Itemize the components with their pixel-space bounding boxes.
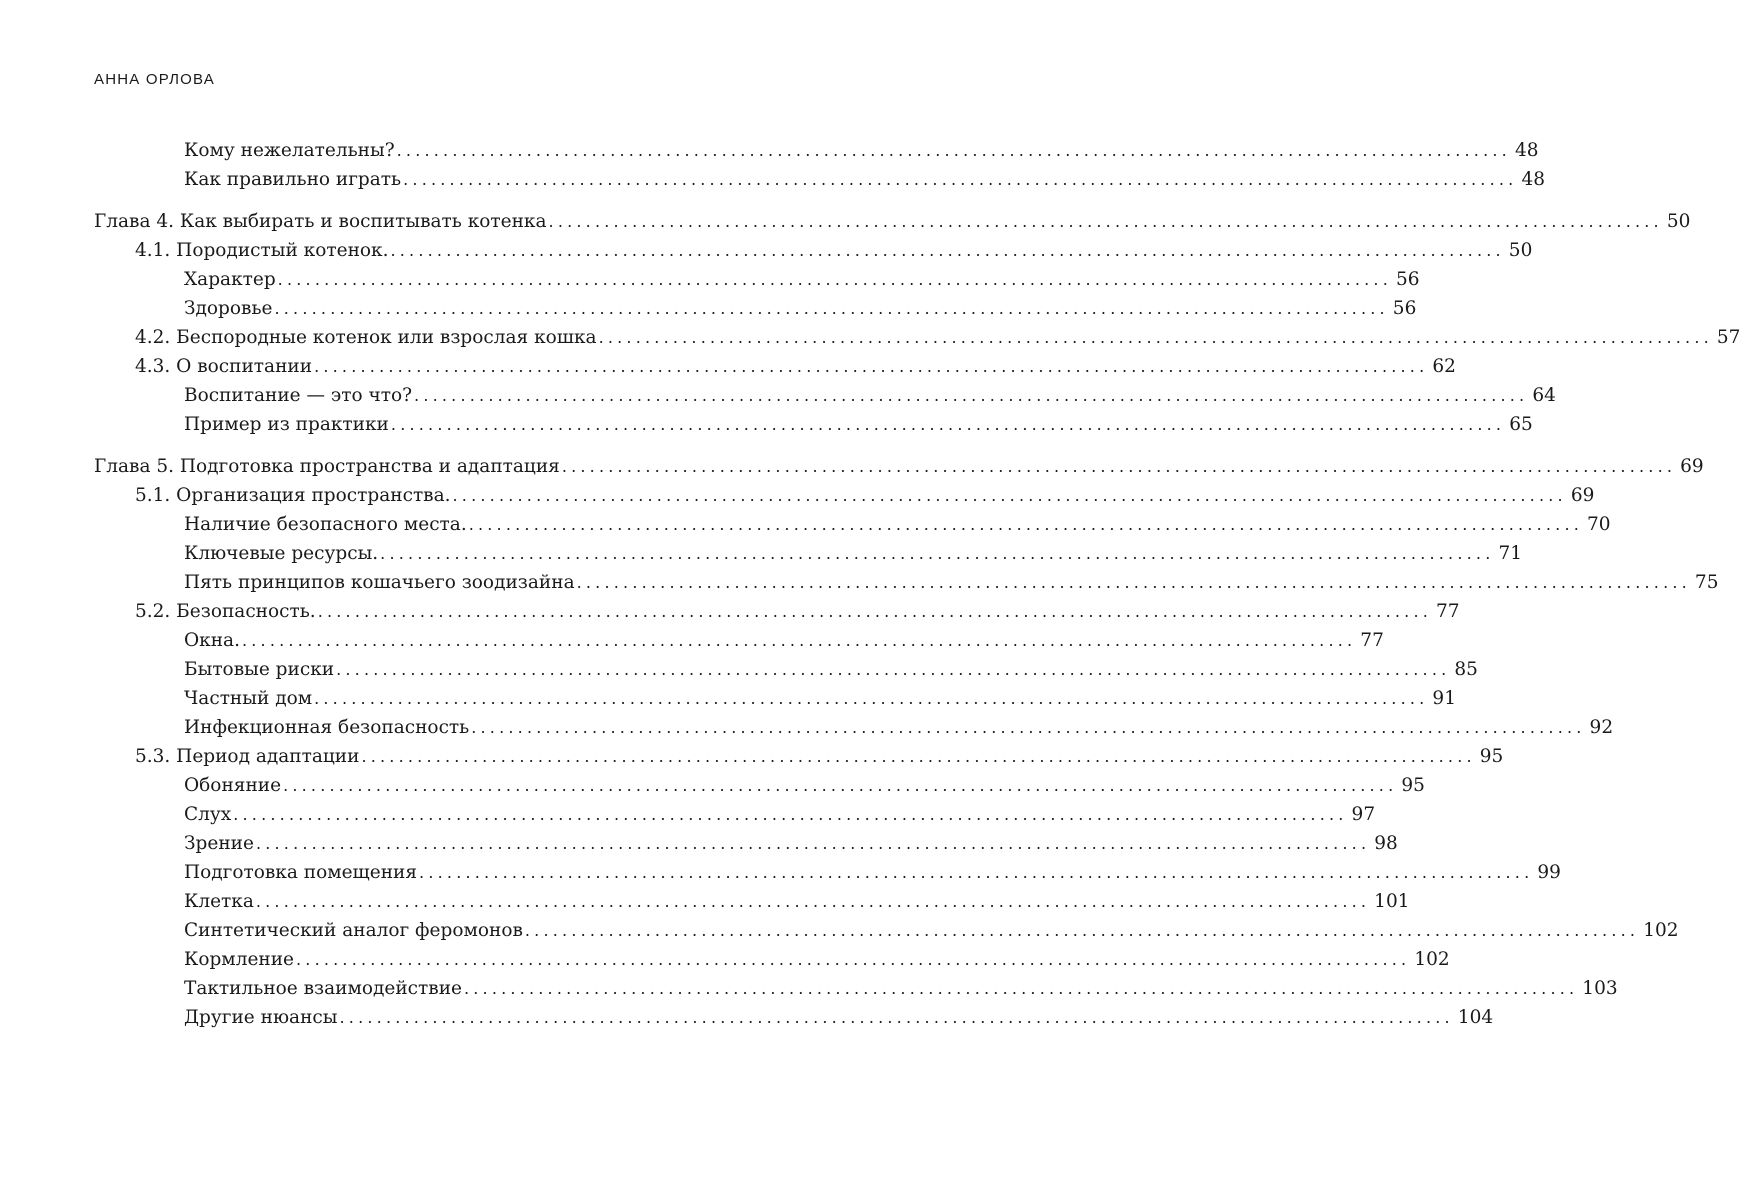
toc-subsection-entry <box>0 974 1618 1003</box>
toc-entry-line <box>184 800 1376 829</box>
dot-leader: ........................................................................................................................ <box>390 415 1506 434</box>
dot-leader: ........................................................................................................................ <box>241 631 1357 650</box>
toc-entry-line <box>135 481 1595 510</box>
toc-entry-line <box>184 713 1614 742</box>
dot-leader: ........................................................................................................................ <box>314 689 1429 708</box>
toc-entry-line <box>184 294 1417 323</box>
dot-leader: ........................................................................................................................ <box>233 805 1348 824</box>
toc-entry-line <box>184 265 1420 294</box>
dot-leader: ........................................................................................................................ <box>339 1008 1454 1027</box>
toc-entry-title: Ключевые ресурсы. <box>184 539 380 568</box>
dot-leader: ........................................................................................................................ <box>283 776 1398 795</box>
toc-entry-line <box>184 1003 1494 1032</box>
dot-leader: ........................................................................................................................ <box>471 718 1586 737</box>
toc-section-entry <box>0 236 1533 265</box>
toc-page-number: 71 <box>1494 539 1522 568</box>
toc-page-number: 92 <box>1586 713 1614 742</box>
dot-leader: ........................................................................................................................ <box>548 212 1663 231</box>
toc-entry-title: 5.2. Безопасность. <box>135 597 318 626</box>
toc-entry-line <box>184 510 1611 539</box>
dot-leader: ........................................................................................................................ <box>463 979 1579 998</box>
toc-entry-line <box>184 136 1539 165</box>
dot-leader: ........................................................................................................................ <box>576 573 1691 592</box>
dot-leader: ........................................................................................................................ <box>403 170 1518 189</box>
toc-entry-line <box>184 655 1478 684</box>
toc-entry-title: 5.3. Период адаптации <box>135 742 361 771</box>
toc-page-number: 95 <box>1476 742 1504 771</box>
toc-page-number: 57 <box>1713 323 1740 352</box>
toc-page-number: 50 <box>1505 236 1533 265</box>
toc-entry-line <box>184 539 1523 568</box>
toc-entry-title: Частный дом <box>184 684 314 713</box>
toc-page-number: 103 <box>1578 974 1617 1003</box>
dot-leader: ........................................................................................................................ <box>380 544 1495 563</box>
toc-entry-title: Бытовые риски <box>184 655 336 684</box>
toc-entry-line <box>184 684 1456 713</box>
toc-entry-line <box>135 742 1504 771</box>
toc-section-entry <box>0 742 1504 771</box>
toc-subsection-entry <box>0 800 1376 829</box>
dot-leader: ........................................................................................................................ <box>317 602 1433 621</box>
toc-page-number: 102 <box>1410 945 1449 974</box>
toc-entry-line <box>184 829 1398 858</box>
toc-entry-title: Глава 4. Как выбирать и воспитывать котенка <box>94 207 549 236</box>
toc-entry-line <box>184 887 1410 916</box>
toc-page-number: 48 <box>1517 165 1545 194</box>
toc-page-number: 64 <box>1528 381 1556 410</box>
toc-subsection-entry <box>0 539 1523 568</box>
toc-entry-line <box>94 452 1704 481</box>
toc-section-entry <box>0 597 1460 626</box>
toc-page-number: 56 <box>1389 294 1417 323</box>
toc-entry-title: Клетка <box>184 887 256 916</box>
toc-page-number: 50 <box>1663 207 1691 236</box>
toc-entry-line <box>184 381 1556 410</box>
dot-leader: ........................................................................................................................ <box>336 660 1451 679</box>
toc-page-number: 104 <box>1454 1003 1493 1032</box>
toc-page-number: 99 <box>1533 858 1561 887</box>
dot-leader: ........................................................................................................................ <box>361 747 1476 766</box>
toc-page-number: 75 <box>1691 568 1719 597</box>
toc-entry-title: Характер <box>184 265 278 294</box>
toc-subsection-entry <box>0 381 1556 410</box>
toc-entry-line <box>184 771 1425 800</box>
toc-page-number: 69 <box>1676 452 1704 481</box>
running-head-author: АННА ОРЛОВА <box>94 71 215 88</box>
toc-subsection-entry <box>0 771 1425 800</box>
dot-leader: ........................................................................................................................ <box>277 270 1392 289</box>
toc-page-number: 69 <box>1567 481 1595 510</box>
toc-subsection-entry <box>0 713 1614 742</box>
toc-page-number: 95 <box>1397 771 1425 800</box>
table-of-contents <box>0 136 1740 1032</box>
toc-entry-title: Здоровье <box>184 294 274 323</box>
toc-page-number: 85 <box>1450 655 1478 684</box>
dot-leader: ........................................................................................................................ <box>390 241 1505 260</box>
dot-leader: ........................................................................................................................ <box>524 921 1640 940</box>
toc-page-number: 48 <box>1511 136 1539 165</box>
dot-leader: ........................................................................................................................ <box>274 299 1389 318</box>
toc-entry-line <box>135 352 1456 381</box>
toc-entry-line <box>94 207 1691 236</box>
dot-leader: ........................................................................................................................ <box>255 892 1371 911</box>
toc-entry-title: Окна. <box>184 626 242 655</box>
dot-leader: ........................................................................................................................ <box>255 834 1371 853</box>
toc-entry-title: Синтетический аналог феромонов <box>184 916 525 945</box>
toc-subsection-entry <box>0 294 1417 323</box>
toc-page-number: 98 <box>1370 829 1398 858</box>
toc-entry-line <box>135 236 1533 265</box>
dot-leader: ........................................................................................................................ <box>396 141 1511 160</box>
toc-entry-title: 5.1. Организация пространства. <box>135 481 453 510</box>
toc-entry-title: Пять принципов кошачьего зоодизайна <box>184 568 577 597</box>
toc-subsection-entry <box>0 1003 1494 1032</box>
toc-subsection-entry <box>0 568 1719 597</box>
toc-entry-title: 4.2. Беспородные котенок или взрослая кошка <box>135 323 599 352</box>
toc-page-number: 77 <box>1356 626 1384 655</box>
toc-page-number: 91 <box>1428 684 1456 713</box>
dot-leader: ........................................................................................................................ <box>561 457 1677 476</box>
toc-entry-line <box>184 165 1545 194</box>
toc-entry-title: Обоняние <box>184 771 283 800</box>
toc-subsection-entry <box>0 655 1478 684</box>
toc-entry-title: Зрение <box>184 829 256 858</box>
toc-entry-title: Кому нежелательны? <box>184 136 397 165</box>
toc-entry-title: Инфекционная безопасность <box>184 713 471 742</box>
toc-subsection-entry <box>0 510 1611 539</box>
toc-page-number: 70 <box>1583 510 1611 539</box>
toc-subsection-entry <box>0 916 1679 945</box>
toc-entry-title: 4.3. О воспитании <box>135 352 314 381</box>
toc-entry-line <box>184 626 1384 655</box>
dot-leader: ........................................................................................................................ <box>598 328 1713 347</box>
toc-entry-title: Подготовка помещения <box>184 858 419 887</box>
toc-entry-line <box>184 945 1450 974</box>
toc-entry-title: Пример из практики <box>184 410 391 439</box>
toc-subsection-entry <box>0 684 1456 713</box>
toc-page-number: 102 <box>1639 916 1678 945</box>
toc-subsection-entry <box>0 858 1561 887</box>
toc-subsection-entry <box>0 136 1539 165</box>
toc-entry-title: Тактильное взаимодействие <box>184 974 464 1003</box>
toc-entry-title: Наличие безопасного места. <box>184 510 469 539</box>
toc-entry-line <box>184 916 1679 945</box>
toc-entry-line <box>184 568 1719 597</box>
toc-page-number: 56 <box>1392 265 1420 294</box>
toc-page-number: 77 <box>1432 597 1460 626</box>
toc-section-entry <box>0 352 1456 381</box>
toc-subsection-entry <box>0 265 1420 294</box>
toc-entry-title: Слух <box>184 800 233 829</box>
toc-subsection-entry <box>0 410 1533 439</box>
toc-page-number: 101 <box>1370 887 1409 916</box>
toc-page-number: 97 <box>1348 800 1376 829</box>
toc-chapter-entry <box>0 207 1691 236</box>
toc-entry-title: Воспитание — это что? <box>184 381 414 410</box>
toc-entry-title: Глава 5. Подготовка пространства и адаптация <box>94 452 562 481</box>
dot-leader: ........................................................................................................................ <box>468 515 1584 534</box>
toc-subsection-entry <box>0 829 1398 858</box>
toc-entry-title: 4.1. Породистый котенок. <box>135 236 390 265</box>
toc-entry-line <box>135 323 1740 352</box>
toc-entry-line <box>184 858 1561 887</box>
toc-section-entry <box>0 323 1740 352</box>
dot-leader: ........................................................................................................................ <box>296 950 1411 969</box>
toc-entry-title: Кормление <box>184 945 296 974</box>
dot-leader: ........................................................................................................................ <box>414 386 1529 405</box>
toc-subsection-entry <box>0 165 1545 194</box>
dot-leader: ........................................................................................................................ <box>419 863 1534 882</box>
toc-entry-title: Другие нюансы <box>184 1003 340 1032</box>
dot-leader: ........................................................................................................................ <box>452 486 1567 505</box>
toc-entry-line <box>184 410 1533 439</box>
toc-chapter-entry <box>0 452 1704 481</box>
toc-subsection-entry <box>0 945 1450 974</box>
toc-entry-line <box>135 597 1460 626</box>
dot-leader: ........................................................................................................................ <box>314 357 1429 376</box>
toc-subsection-entry <box>0 887 1410 916</box>
toc-page-number: 65 <box>1505 410 1533 439</box>
toc-subsection-entry <box>0 626 1384 655</box>
toc-entry-line <box>184 974 1618 1003</box>
toc-section-entry <box>0 481 1595 510</box>
toc-entry-title: Как правильно играть <box>184 165 403 194</box>
toc-page-number: 62 <box>1428 352 1456 381</box>
